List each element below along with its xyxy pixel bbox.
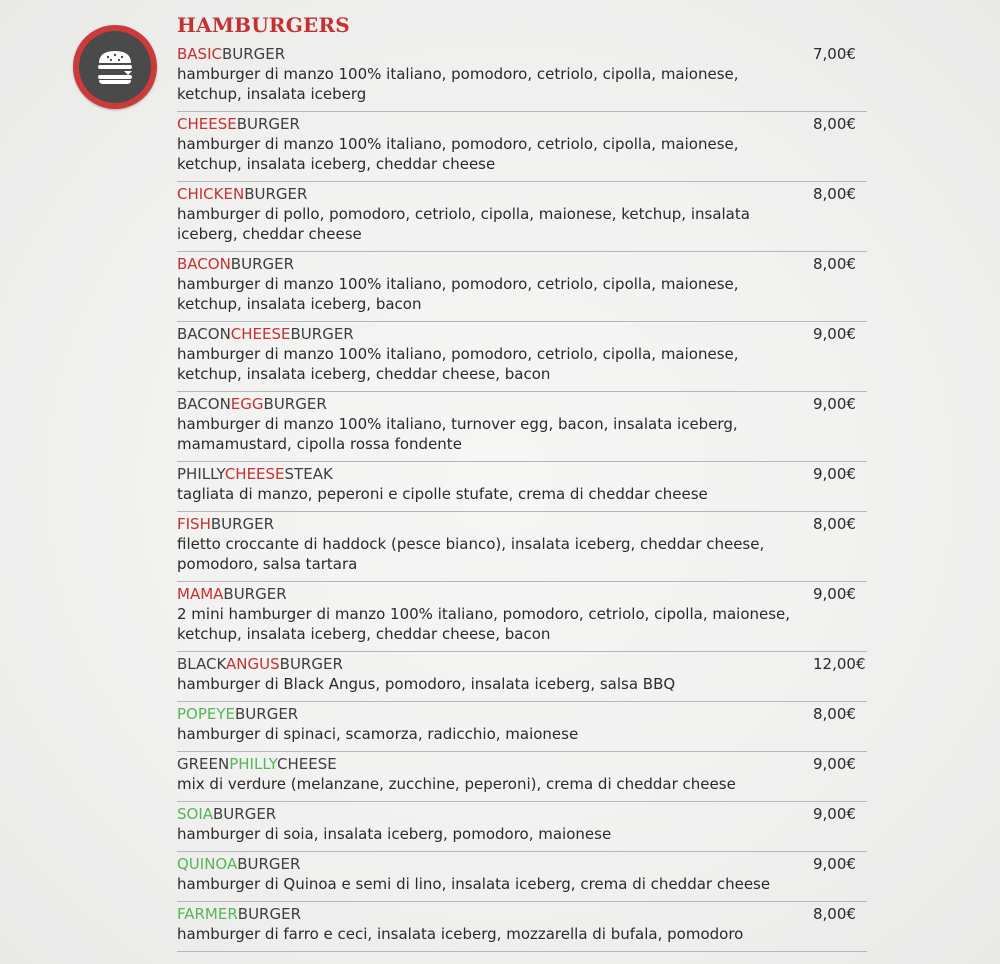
item-price: 7,00€ [813, 45, 856, 63]
menu-item [177, 652, 867, 702]
item-price: 9,00€ [813, 465, 856, 483]
item-price: 9,00€ [813, 395, 856, 413]
item-price: 9,00€ [813, 585, 856, 603]
item-name-part: ANGUS [226, 655, 280, 673]
item-name [177, 114, 867, 134]
item-name-part: CHEESE [177, 115, 237, 133]
item-name [177, 464, 867, 484]
item-name [177, 394, 867, 414]
menu-item [177, 582, 867, 652]
item-description: hamburger di Quinoa e semi di lino, insalata iceberg, crema di cheddar cheese [177, 875, 771, 893]
item-price: 8,00€ [813, 515, 856, 533]
menu-item [177, 512, 867, 582]
item-description: 2 mini hamburger di manzo 100% italiano, pomodoro, cetriolo, cipolla, maionese, ketchup, insalata iceberg, cheddar cheese, bacon [177, 605, 791, 643]
item-name-part: BURGER [263, 395, 327, 413]
item-name-part: BURGER [213, 805, 277, 823]
item-name [177, 514, 867, 534]
item-name-part: BACON [177, 255, 231, 273]
item-name-part: SOIA [177, 805, 214, 823]
item-name-part: STEAK [284, 465, 333, 483]
item-name [177, 44, 867, 64]
item-name-part: BLACK [177, 655, 227, 673]
item-description: hamburger di farro e ceci, insalata iceberg, mozzarella di bufala, pomodoro [177, 925, 744, 943]
item-name-part: CHEESE [277, 755, 337, 773]
item-name-part: BURGER [230, 255, 295, 273]
item-price: 8,00€ [813, 255, 856, 273]
item-description: filetto croccante di haddock (pesce bianco), insalata iceberg, cheddar cheese, pomodoro, salsa tartara [177, 535, 765, 573]
item-name-part: GREEN [177, 755, 230, 773]
item-price: 9,00€ [813, 325, 856, 343]
item-name-part: BURGER [244, 185, 308, 203]
menu-item [177, 462, 867, 512]
item-name-part: BURGER [235, 705, 299, 723]
item-name-part: POPEYE [177, 705, 236, 723]
section-title: HAMBURGERS [177, 13, 350, 37]
item-name-part: EGG [230, 395, 264, 413]
item-price: 9,00€ [813, 855, 856, 873]
item-price: 8,00€ [813, 115, 856, 133]
menu-item [177, 322, 867, 392]
menu-item [177, 112, 867, 182]
item-price: 12,00€ [813, 655, 866, 673]
item-name [177, 324, 867, 344]
menu-item [177, 182, 867, 252]
item-name-part: BACON [177, 395, 231, 413]
item-name-part: CHICKEN [177, 185, 245, 203]
item-name [177, 754, 867, 774]
item-name [177, 254, 867, 274]
item-name-part: CHEESE [224, 465, 285, 483]
item-name-part: MAMA [177, 585, 224, 603]
item-description: hamburger di manzo 100% italiano, pomodoro, cetriolo, cipolla, maionese, ketchup, insalata iceberg, bacon [177, 275, 739, 313]
item-name-part: BURGER [290, 325, 354, 343]
item-name [177, 704, 867, 724]
item-price: 8,00€ [813, 905, 856, 923]
item-name-part: BURGER [237, 855, 301, 873]
badge-inner-circle [79, 31, 151, 103]
item-description: mix di verdure (melanzane, zucchine, peperoni), crema di cheddar cheese [177, 775, 736, 793]
menu-item [177, 752, 867, 802]
item-description: hamburger di pollo, pomodoro, cetriolo, cipolla, maionese, ketchup, insalata iceberg, cheddar cheese [177, 205, 750, 243]
item-name [177, 904, 867, 924]
item-name-part: BURGER [237, 905, 301, 923]
item-description: tagliata di manzo, peperoni e cipolle stufate, crema di cheddar cheese [177, 485, 708, 503]
item-price: 8,00€ [813, 185, 856, 203]
item-name-part: BACON [177, 325, 231, 343]
item-description: hamburger di spinaci, scamorza, radicchio, maionese [177, 725, 579, 743]
item-name [177, 804, 867, 824]
item-description: hamburger di manzo 100% italiano, turnover egg, bacon, insalata iceberg, mamamustard, cipolla rossa fondente [177, 415, 738, 453]
burger-category-badge [73, 25, 157, 109]
item-name-part: PHILLY [177, 465, 225, 483]
item-description: hamburger di soia, insalata iceberg, pomodoro, maionese [177, 825, 612, 843]
menu-list [177, 42, 867, 952]
item-name-part: FARMER [177, 905, 238, 923]
item-name-part: BASIC [177, 45, 222, 63]
item-description: hamburger di manzo 100% italiano, pomodoro, cetriolo, cipolla, maionese, ketchup, insalata iceberg, cheddar cheese [177, 135, 739, 173]
burger-icon [95, 48, 135, 86]
item-name [177, 184, 867, 204]
item-name-part: BURGER [210, 515, 275, 533]
item-description: hamburger di manzo 100% italiano, pomodoro, cetriolo, cipolla, maionese, ketchup, insalata iceberg [177, 65, 739, 103]
item-name-part: BURGER [221, 45, 286, 63]
menu-item [177, 42, 867, 112]
item-name-part: BURGER [279, 655, 343, 673]
item-name-part: BURGER [236, 115, 300, 133]
item-name [177, 584, 867, 604]
item-name-part: FISH [177, 515, 211, 533]
item-price: 9,00€ [813, 805, 856, 823]
item-name-part: QUINOA [177, 855, 238, 873]
item-price: 9,00€ [813, 755, 856, 773]
menu-item [177, 392, 867, 462]
item-description: hamburger di manzo 100% italiano, pomodoro, cetriolo, cipolla, maionese, ketchup, insalata iceberg, cheddar cheese, bacon [177, 345, 739, 383]
menu-item [177, 252, 867, 322]
item-description: hamburger di Black Angus, pomodoro, insalata iceberg, salsa BBQ [177, 675, 676, 693]
item-name [177, 654, 867, 674]
item-name-part: CHEESE [230, 325, 291, 343]
menu-item [177, 702, 867, 752]
item-name [177, 854, 867, 874]
menu-item [177, 852, 867, 902]
item-name-part: BURGER [223, 585, 287, 603]
menu-item [177, 802, 867, 852]
item-name-part: PHILLY [229, 755, 278, 773]
menu-item [177, 902, 867, 952]
item-price: 8,00€ [813, 705, 856, 723]
